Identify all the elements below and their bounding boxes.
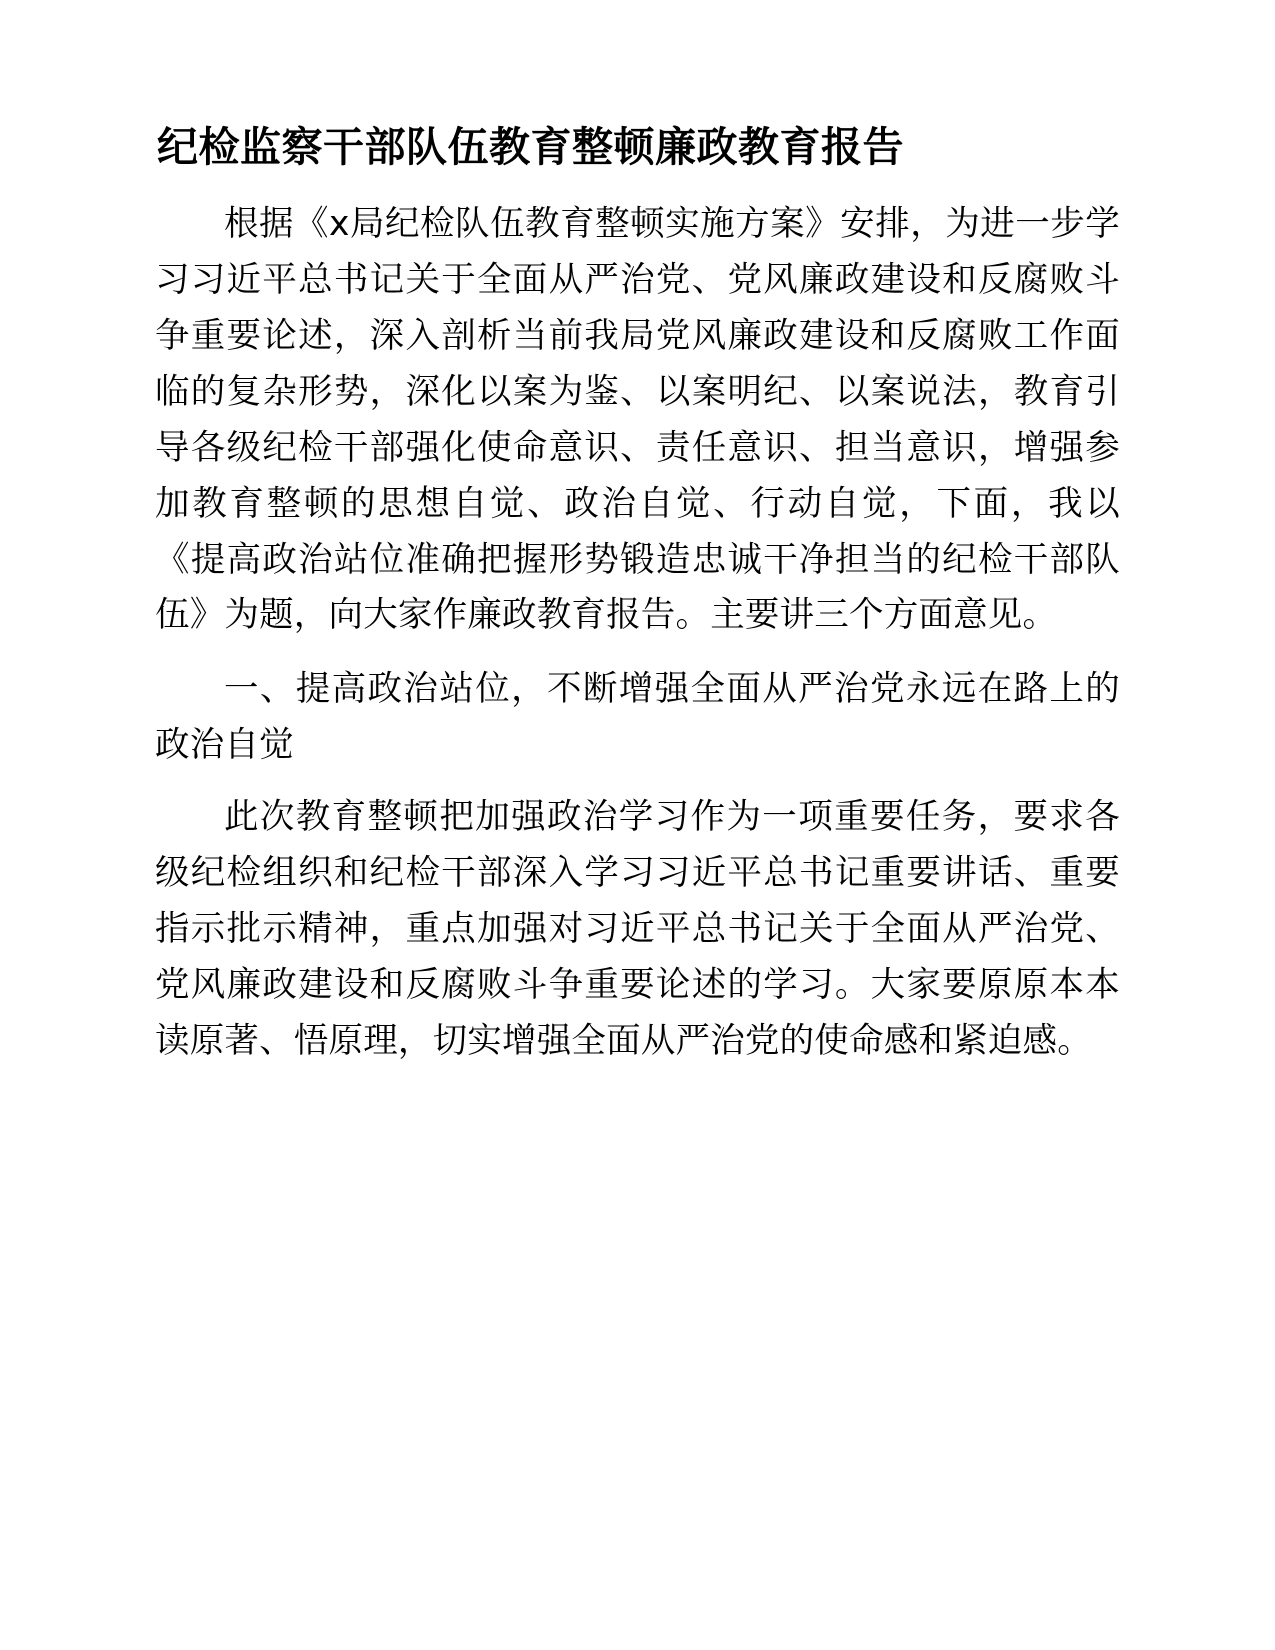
paragraph-intro: 根据《x局纪检队伍教育整顿实施方案》安排，为进一步学习习近平总书记关于全面从严治党、党风廉政建设和反腐败斗争重要论述，深入剖析当前我局党风廉政建设和反腐败工作面临的复杂形势，深化以案为鉴、以案明纪、以案说法，教育引导各级纪检干部强化使命意识、责任意识、担当意识，增强参加教育整顿的思想自觉、政治自觉、行动自觉，下面，我以《提高政治站位准确把握形势锻造忠诚干净担当的纪检干部队伍》为题，向大家作廉政教育报告。主要讲三个方面意见。 — [155, 204, 1120, 636]
paragraph-section-one-body: 此次教育整顿把加强政治学习作为一项重要任务，要求各级纪检组织和纪检干部深入学习习近平总书记重要讲话、重要指示批示精神，重点加强对习近平总书记关于全面从严治党、党风廉政建设和反腐败斗争重要论述的学习。大家要原原本本读原著、悟原理，切实增强全面从严治党的使命感和紧迫感。 — [155, 797, 1120, 1061]
paragraph-section-heading-one: 一、提高政治站位，不断增强全面从严治党永远在路上的政治自觉 — [155, 669, 1120, 766]
page-title: 纪检监察干部队伍教育整顿廉政教育报告 — [157, 123, 904, 171]
